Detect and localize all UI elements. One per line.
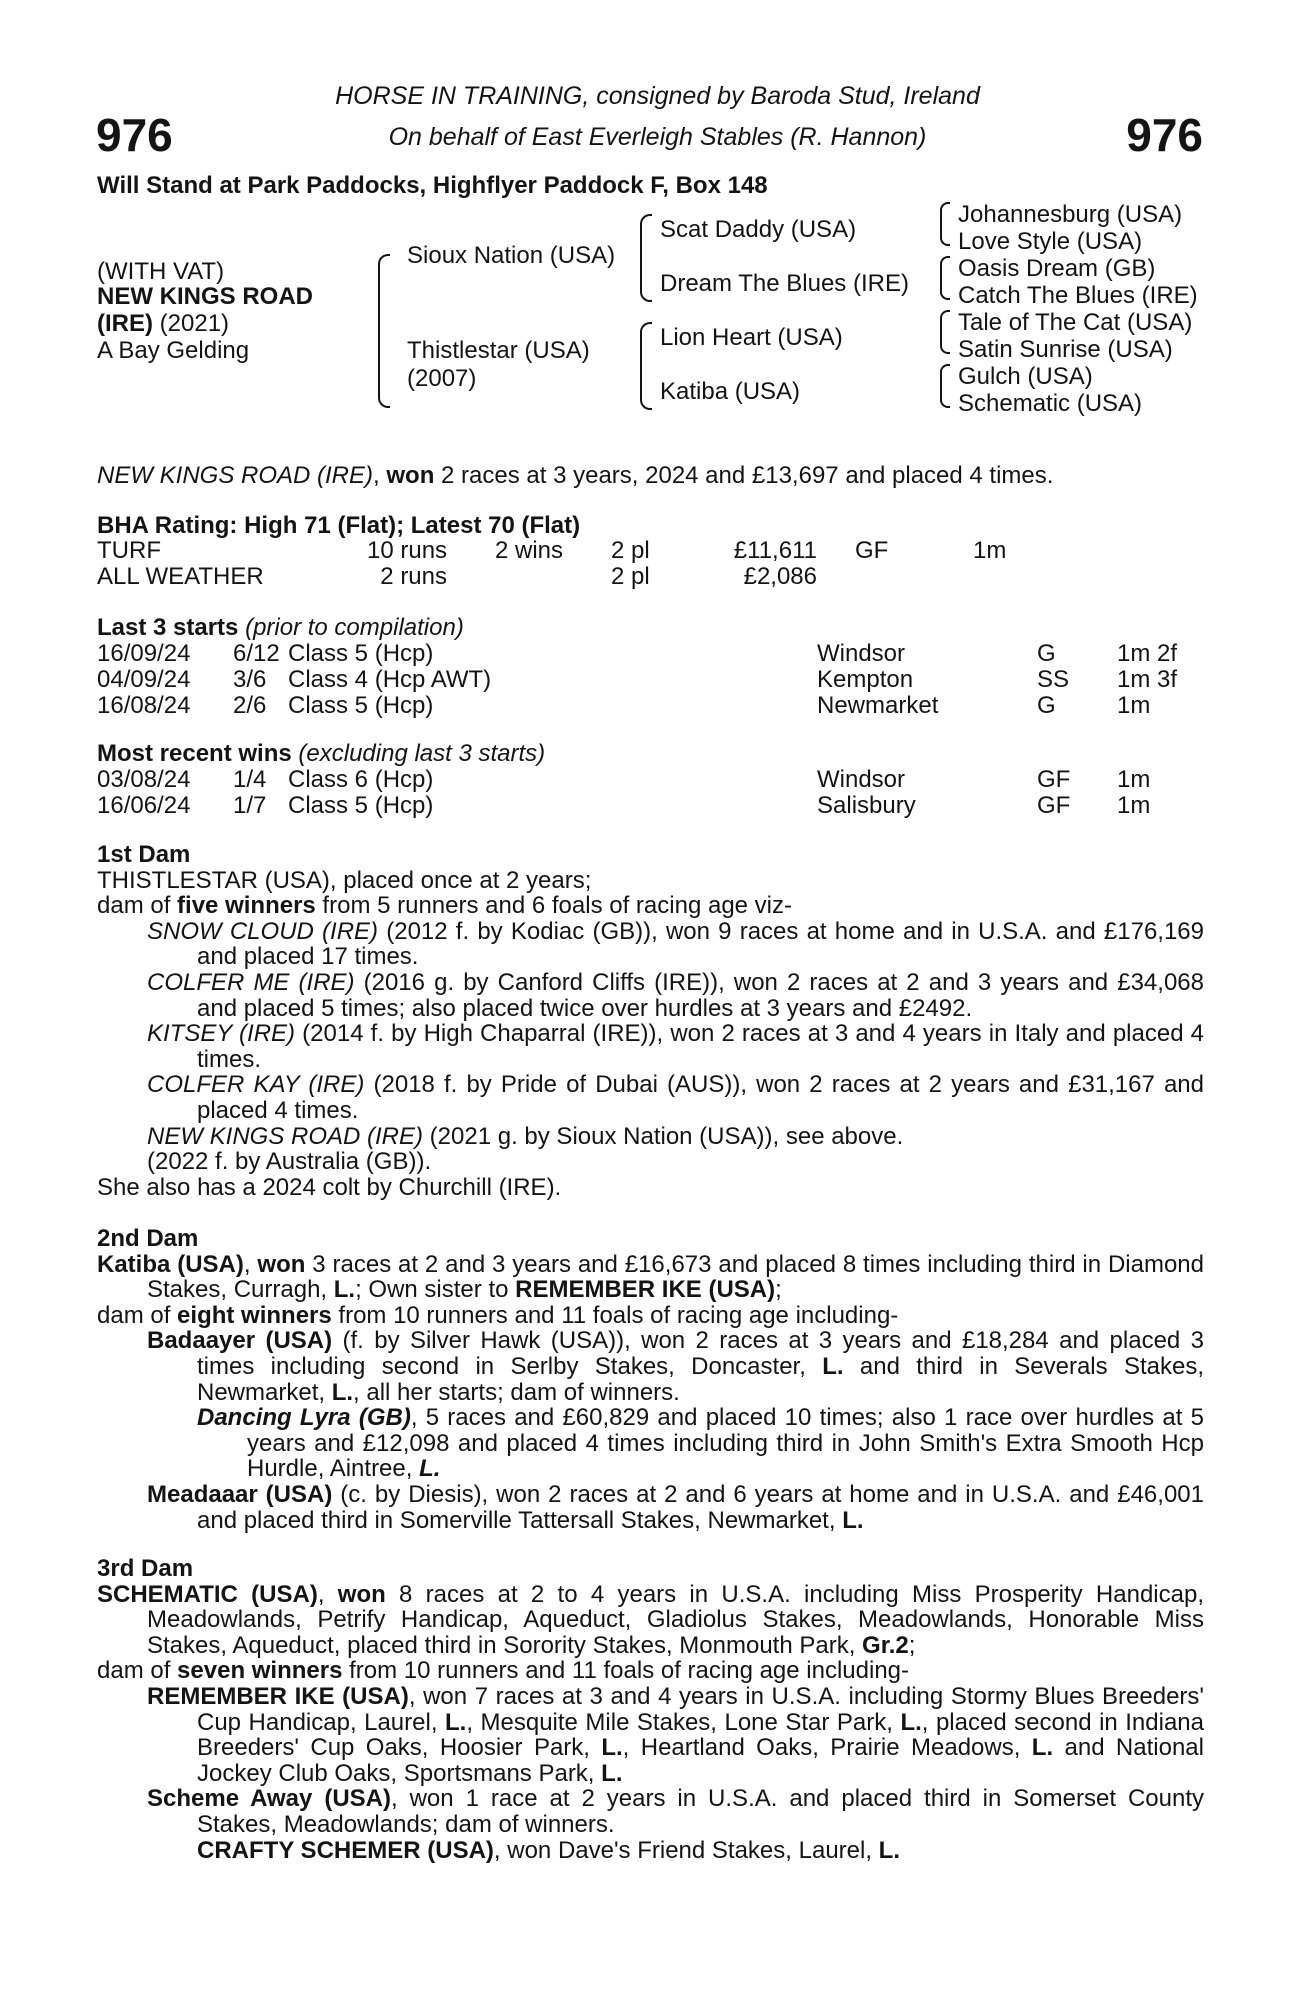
- horse-year: (2021): [153, 310, 230, 337]
- text-segment: (c. by Diesis), won 2 races at 2 and 6 years at home and in U.S.A. and £46,001 and placed third in Somerville Tattersall Stakes, Newmarket,: [197, 1480, 1204, 1534]
- foal-entry: [97, 970, 1204, 1021]
- stand-location: Will Stand at Park Paddocks, Highflyer Paddock F, Box 148: [97, 172, 768, 199]
- text-segment: 3 races at 2 and 3 years and £16,673 and placed 8 times including third in Diamond Stakes, Curragh,: [147, 1250, 1205, 1304]
- rating-placed: 2 pl: [611, 537, 650, 564]
- rating-placed: 2 pl: [611, 563, 650, 590]
- foal-name: COLFER ME (IRE): [147, 968, 355, 996]
- rating-distance: 1m: [973, 537, 1007, 564]
- foal-name: NEW KINGS ROAD (IRE): [147, 1122, 424, 1150]
- pedigree-g3-name: Gulch (USA): [958, 363, 1093, 390]
- listed-marker: L.: [878, 1836, 900, 1864]
- foal-entry: [97, 1124, 1204, 1150]
- win-going: GF: [1037, 792, 1071, 819]
- third-dam-winners: seven winners: [177, 1657, 343, 1685]
- pedigree-sire-dam: Dream The Blues (IRE): [660, 270, 909, 297]
- text-segment: and third in Severals Stakes, Newmarket,: [197, 1352, 1204, 1406]
- summary-won: won: [386, 462, 435, 489]
- text-segment: dam of: [97, 892, 178, 920]
- second-dam-won: won: [257, 1250, 306, 1278]
- text-segment: from 10 runners and 11 foals of racing age including-: [331, 1301, 899, 1329]
- second-dam-section: [97, 1226, 1204, 1533]
- start-going: G: [1037, 692, 1056, 719]
- listed-marker: L.: [601, 1734, 623, 1762]
- pedigree-g3-name: Love Style (USA): [958, 228, 1143, 255]
- first-dam-section: [97, 842, 1204, 1200]
- text-segment: from 5 runners and 6 foals of racing age viz-: [315, 892, 793, 920]
- pedigree-sire-sire: Scat Daddy (USA): [660, 216, 857, 243]
- pedigree-dam-dam: Katiba (USA): [660, 378, 801, 405]
- recent-win-row: [97, 766, 1197, 792]
- summary-horse-name: NEW KINGS ROAD (IRE): [97, 462, 374, 489]
- pedigree-g3-name: Schematic (USA): [958, 390, 1143, 417]
- win-position: 1/7: [233, 792, 267, 819]
- pedigree-brace-g3-4: [940, 364, 950, 408]
- foal-text: (2018 f. by Pride of Dubai (AUS)), won 2 races at 2 years and £31,167 and placed 4 times.: [197, 1071, 1205, 1124]
- text-segment: (f. by Silver Hawk (USA)), won 2 races at 3 years and £18,284 and placed 3 times including second in Serlby Stakes, Doncaster,: [197, 1327, 1204, 1380]
- summary-text: 2 races at 3 years, 2024 and £13,697 and placed 4 times.: [434, 462, 1054, 489]
- start-course: Newmarket: [817, 692, 939, 719]
- rating-row: [97, 563, 1197, 589]
- listed-marker: L.: [842, 1506, 864, 1534]
- text-segment: ,: [243, 1250, 258, 1278]
- text-segment: , all her starts; dam of winners.: [353, 1378, 680, 1406]
- start-date: 16/09/24: [97, 640, 191, 667]
- horse-origin: (IRE): [97, 310, 153, 337]
- pedigree-dam-sire: Lion Heart (USA): [660, 324, 843, 351]
- third-dam-name: SCHEMATIC (USA): [97, 1580, 318, 1608]
- produce-name: Dancing Lyra (GB): [197, 1404, 411, 1432]
- horse-origin-year: [97, 310, 229, 338]
- start-position: 2/6: [233, 692, 267, 719]
- pedigree-g3-name: Tale of The Cat (USA): [958, 309, 1193, 336]
- start-distance: 1m 2f: [1117, 640, 1178, 667]
- text-segment: dam of: [97, 1301, 178, 1329]
- consignment-title: HORSE IN TRAINING, consigned by Baroda Stud, Ireland: [335, 82, 980, 110]
- pedigree-dam-year: (2007): [407, 365, 477, 392]
- win-date: 16/06/24: [97, 792, 191, 819]
- recent-wins-title: Most recent wins: [97, 740, 292, 767]
- start-course: Windsor: [817, 640, 906, 667]
- horse-description: A Bay Gelding: [97, 337, 250, 364]
- foal-text: (2014 f. by High Chaparral (IRE)), won 2 races at 3 and 4 years in Italy and placed 4 times.: [197, 1020, 1205, 1073]
- foal-name: COLFER KAY (IRE): [147, 1071, 365, 1099]
- produce-entry: [97, 1328, 1204, 1405]
- listed-marker: L.: [1031, 1734, 1054, 1762]
- second-dam-winners: eight winners: [177, 1301, 332, 1329]
- win-course: Windsor: [817, 766, 906, 793]
- listed-marker: L.: [445, 1708, 467, 1736]
- foal-entry: [97, 1149, 1204, 1175]
- start-distance: 1m: [1117, 692, 1151, 719]
- last-starts-title: Last 3 starts: [97, 614, 239, 641]
- start-date: 16/08/24: [97, 692, 191, 719]
- foal-name: KITSEY (IRE): [147, 1020, 296, 1048]
- first-dam-heading: 1st Dam: [97, 841, 191, 868]
- second-dam-name: Katiba (USA): [97, 1250, 244, 1278]
- third-dam-heading: 3rd Dam: [97, 1555, 194, 1582]
- produce-name: Scheme Away (USA): [147, 1785, 391, 1813]
- rating-earnings: £11,611: [733, 537, 817, 564]
- win-distance: 1m: [1117, 792, 1151, 819]
- listed-marker: L.: [333, 1276, 356, 1304]
- produce-entry: [97, 1786, 1204, 1837]
- pedigree-sire: Sioux Nation (USA): [407, 242, 616, 269]
- group-marker: Gr.2: [862, 1631, 909, 1659]
- produce-name: CRAFTY SCHEMER (USA): [197, 1836, 494, 1864]
- start-class: Class 4 (Hcp AWT): [288, 666, 492, 693]
- pedigree-g3-name: Catch The Blues (IRE): [958, 282, 1198, 309]
- text-segment: ;: [775, 1276, 782, 1304]
- win-going: GF: [1037, 766, 1071, 793]
- consignment-subtitle: On behalf of East Everleigh Stables (R. Hannon): [388, 123, 927, 151]
- text-segment: ,: [317, 1580, 338, 1608]
- win-date: 03/08/24: [97, 766, 191, 793]
- win-course: Salisbury: [817, 792, 916, 819]
- text-segment: , won Dave's Friend Stakes, Laurel,: [493, 1836, 879, 1864]
- first-dam-produce: [97, 893, 1204, 919]
- produce-entry: [97, 1405, 1204, 1482]
- foal-text: (2021 g. by Sioux Nation (USA)), see above.: [423, 1122, 904, 1150]
- text-segment: ;: [908, 1631, 916, 1659]
- produce-name: REMEMBER IKE (USA): [147, 1682, 409, 1710]
- text-segment: from 10 runners and 11 foals of racing age including-: [342, 1657, 910, 1685]
- start-going: SS: [1037, 666, 1070, 693]
- lot-number-right: 976: [1126, 109, 1203, 161]
- third-dam-won: won: [337, 1580, 386, 1608]
- rating-wins: 2 wins: [495, 537, 564, 564]
- rating-heading: BHA Rating: High 71 (Flat); Latest 70 (Flat): [97, 512, 581, 539]
- listed-marker: L.: [822, 1352, 844, 1380]
- win-class: Class 6 (Hcp): [288, 766, 434, 793]
- rating-runs: 10 runs: [367, 537, 448, 564]
- start-going: G: [1037, 640, 1056, 667]
- text-segment: , 5 races and £60,829 and placed 10 times; also 1 race over hurdles at 5 years and £12,098 and placed 4 times including third in John Smith's Extra Smooth Hcp Hurdle, Aintree,: [247, 1404, 1204, 1483]
- foal-entry: [97, 1021, 1204, 1072]
- text-segment: , won 7 races at 3 and 4 years in U.S.A. including Stormy Blues Breeders' Cup Handicap, Laurel,: [197, 1682, 1204, 1736]
- last-start-row: [97, 666, 1197, 692]
- produce-name: Meadaaar (USA): [147, 1480, 333, 1508]
- last-start-row: [97, 692, 1197, 718]
- pedigree-g3-name: Oasis Dream (GB): [958, 255, 1156, 282]
- text-segment: , Heartland Oaks, Prairie Meadows,: [622, 1734, 1032, 1762]
- rating-runs: 2 runs: [380, 563, 447, 590]
- start-course: Kempton: [817, 666, 914, 693]
- third-dam-section: [97, 1556, 1204, 1863]
- produce-name: Badaayer (USA): [147, 1327, 333, 1355]
- win-position: 1/4: [233, 766, 267, 793]
- start-distance: 1m 3f: [1117, 666, 1178, 693]
- horse-name: NEW KINGS ROAD: [97, 283, 313, 310]
- produce-entry: [97, 1838, 1204, 1864]
- start-position: 3/6: [233, 666, 267, 693]
- first-dam-line: THISTLESTAR (USA), placed once at 2 years;: [97, 866, 592, 894]
- first-dam-footer: She also has a 2024 colt by Churchill (IRE).: [97, 1173, 562, 1201]
- text-segment: and National Jockey Club Oaks, Sportsmans Park,: [197, 1734, 1204, 1787]
- text-segment: , placed second in Indiana Breeders' Cup Oaks, Hoosier Park,: [197, 1708, 1205, 1762]
- listed-marker: L.: [601, 1759, 623, 1787]
- first-dam-winners: five winners: [177, 892, 316, 920]
- recent-win-row: [97, 792, 1197, 818]
- text-segment: dam of: [97, 1657, 178, 1685]
- last-starts-note: (prior to compilation): [245, 614, 464, 641]
- pedigree-brace-g3-1: [940, 202, 950, 246]
- foal-text: (2016 g. by Canford Cliffs (IRE)), won 2 races at 2 and 3 years and £34,068 and placed 5 times; also placed twice over hurdles at 3 years and £2492.: [197, 968, 1204, 1022]
- last-start-row: [97, 640, 1197, 666]
- text-segment: ; Own sister to: [355, 1276, 516, 1304]
- text-segment: , Mesquite Mile Stakes, Lone Star Park,: [466, 1708, 901, 1736]
- foal-entry: [97, 1072, 1204, 1123]
- foal-entry: [97, 919, 1204, 970]
- start-class: Class 5 (Hcp): [288, 692, 434, 719]
- rating-surface: TURF: [97, 537, 161, 564]
- text-segment: , won 1 race at 2 years in U.S.A. and placed third in Somerset County Stakes, Meadowlands; dam of winners.: [197, 1785, 1204, 1838]
- rating-row: [97, 537, 1197, 563]
- rating-surface: ALL WEATHER: [97, 563, 264, 590]
- race-summary: NEW KINGS ROAD (IRE), won 2 races at 3 years, 2024 and £13,697 and placed 4 times.: [97, 462, 1054, 489]
- start-date: 04/09/24: [97, 666, 191, 693]
- foal-name: SNOW CLOUD (IRE): [147, 917, 379, 945]
- third-dam-record: [97, 1582, 1204, 1659]
- vat-note: (WITH VAT): [97, 258, 225, 285]
- listed-marker: L.: [900, 1708, 922, 1736]
- start-class: Class 5 (Hcp): [288, 640, 434, 667]
- pedigree-brace-g3-3: [940, 310, 950, 354]
- recent-wins-heading: [97, 740, 545, 768]
- win-distance: 1m: [1117, 766, 1151, 793]
- rating-going: GF: [855, 537, 889, 564]
- start-position: 6/12: [233, 640, 280, 667]
- pedigree-g3-name: Satin Sunrise (USA): [958, 336, 1173, 363]
- produce-entry: [97, 1482, 1204, 1533]
- last-starts-heading: [97, 614, 464, 642]
- win-class: Class 5 (Hcp): [288, 792, 434, 819]
- lot-number-left: 976: [96, 109, 173, 161]
- pedigree-brace-sire: [640, 214, 652, 302]
- pedigree-brace-main: [378, 254, 390, 408]
- pedigree-brace-dam: [640, 322, 652, 410]
- pedigree-g3-name: Johannesburg (USA): [958, 201, 1183, 228]
- third-dam-produce: [97, 1658, 1204, 1684]
- pedigree-dam: Thistlestar (USA): [407, 337, 590, 364]
- pedigree-brace-g3-2: [940, 256, 950, 300]
- produce-entry: [97, 1684, 1204, 1786]
- second-dam-record: [97, 1252, 1204, 1303]
- foal-text: (2012 f. by Kodiac (GB)), won 9 races at home and in U.S.A. and £176,169 and placed 17 times.: [197, 917, 1204, 971]
- listed-marker: L.: [331, 1378, 354, 1406]
- second-dam-heading: 2nd Dam: [97, 1225, 199, 1252]
- recent-wins-note: (excluding last 3 starts): [298, 740, 546, 767]
- listed-marker: L.: [419, 1455, 441, 1483]
- text-segment: 8 races at 2 to 4 years in U.S.A. including Miss Prosperity Handicap, Meadowlands, Petrify Handicap, Aqueduct, Gladiolus Stakes, Meadowlands, Honorable Miss Stakes, Aqueduct, placed third in Sorority Stakes, Monmouth Park,: [147, 1580, 1205, 1659]
- foal-text: (2022 f. by Australia (GB)).: [147, 1148, 432, 1176]
- second-dam-produce: [97, 1303, 1204, 1329]
- sister-name: REMEMBER IKE (USA): [515, 1276, 776, 1304]
- rating-earnings: £2,086: [743, 563, 817, 590]
